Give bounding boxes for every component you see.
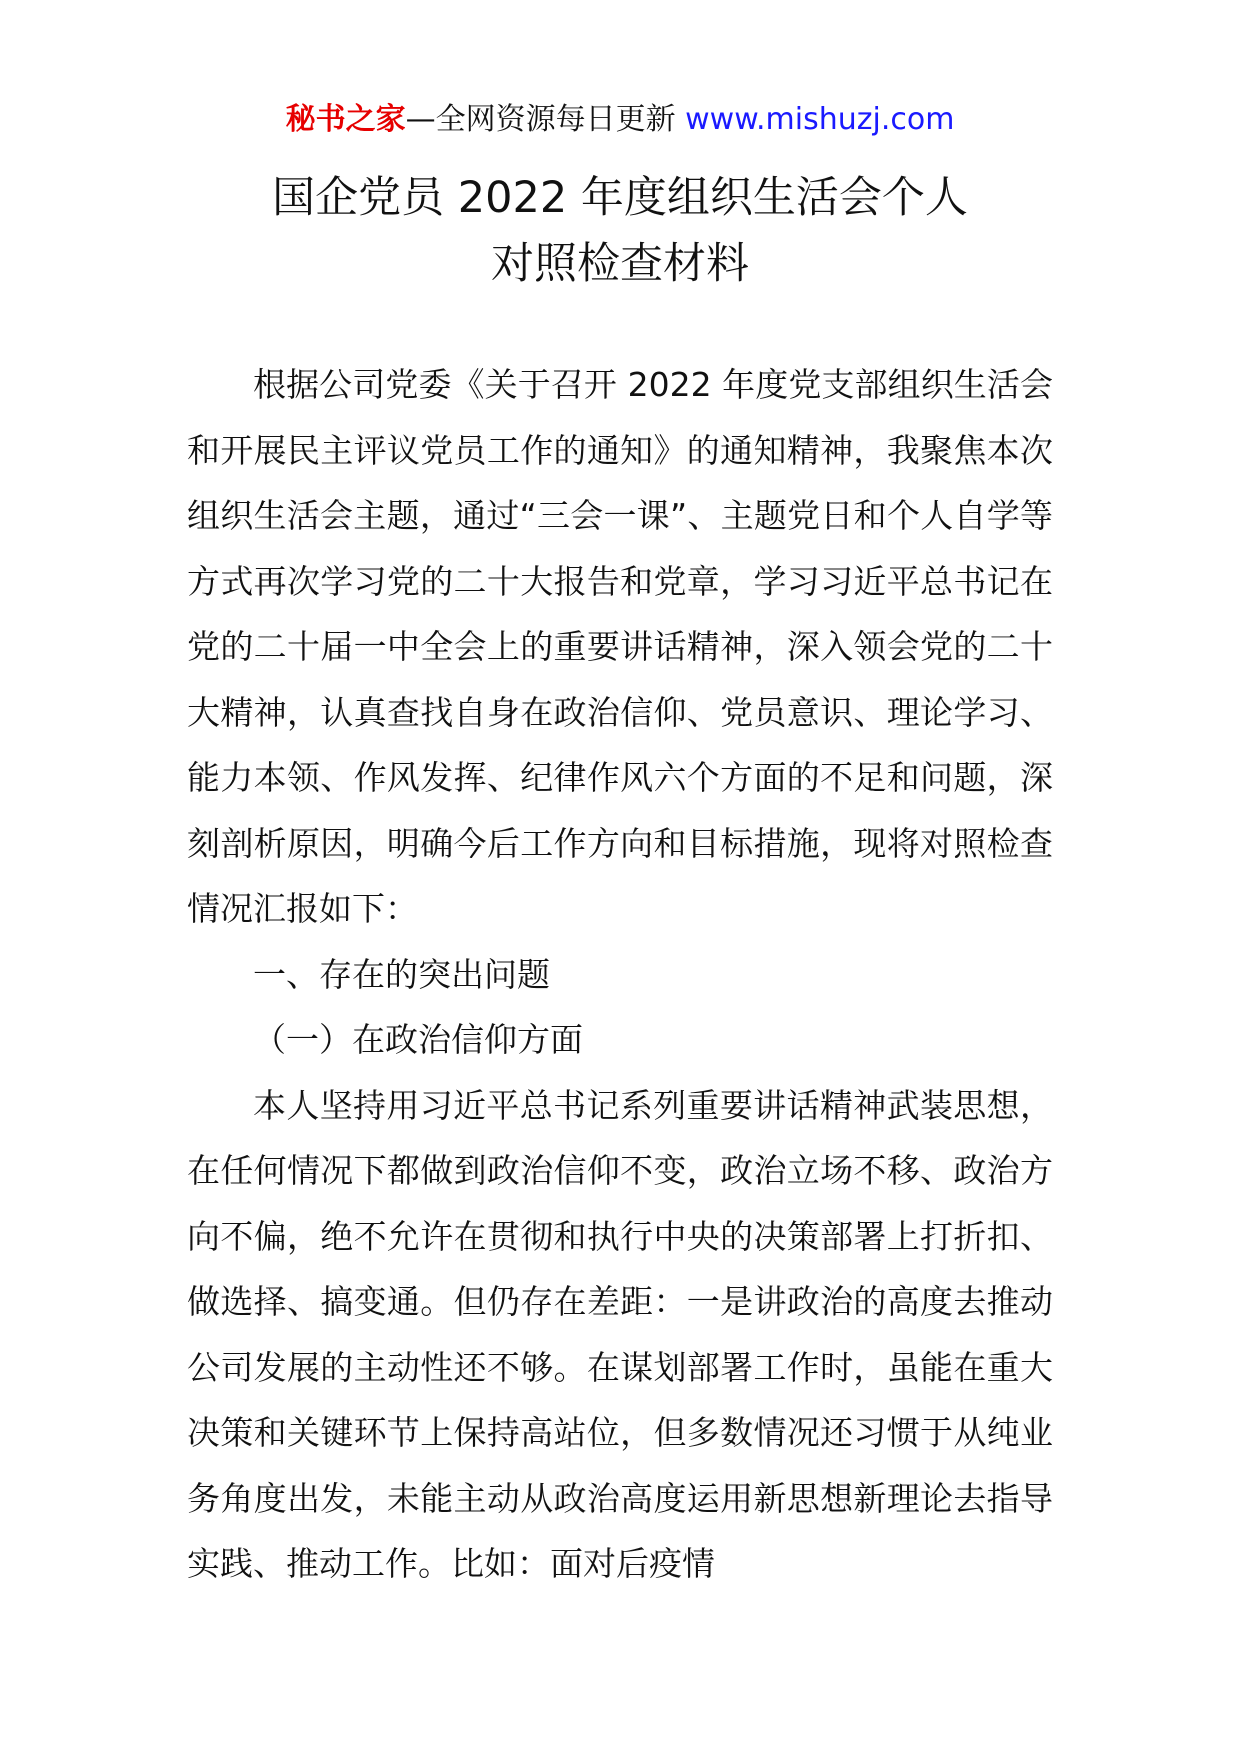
watermark-url[interactable]: www.mishuzj.com [685,102,955,137]
watermark-brand: 秘书之家 [285,102,406,137]
section-heading-1: 一、存在的突出问题 [253,954,550,994]
title-line-1: 国企党员 2022 年度组织生活会个人 [272,173,968,223]
document-body [187,352,1053,1597]
title-line-2: 对照检查材料 [491,239,749,289]
intro-paragraph: 根据公司党委《关于召开 2022 年度党支部组织生活会和开展民主评议党员工作的通知》的通知精神，我聚焦本次组织生活会主题，通过“三会一课”、主题党日和个人自学等方式再次学习党的二十大报告和党章，学习习近平总书记在党的二十届一中全会上的重要讲话精神，深入领会党的二十大精神，认真查找自身在政治信仰、党员意识、理论学习、能力本领、作风发挥、纪律作风六个方面的不足和问题，深刻剖析原因，明确今后工作方向和目标措施，现将对照检查情况汇报如下： [187,365,1053,928]
watermark-tagline: —全网资源每日更新 [405,102,686,137]
site-watermark-header [0,100,1240,140]
subsection-heading-1: （一）在政治信仰方面 [253,1020,583,1059]
document-title [0,165,1240,297]
body-paragraph-2: 本人坚持用习近平总书记系列重要讲话精神武装思想，在任何情况下都做到政治信仰不变，政治立场不移、政治方向不偏，绝不允许在贯彻和执行中央的决策部署上打折扣、做选择、搞变通。但仍存在差距：一是讲政治的高度去推动公司发展的主动性还不够。在谋划部署工作时，虽能在重大决策和关键环节上保持高站位，但多数情况还习惯于从纯业务角度出发，未能主动从政治高度运用新思想新理论去指导实践、推动工作。比如：面对后疫情 [187,1085,1053,1583]
